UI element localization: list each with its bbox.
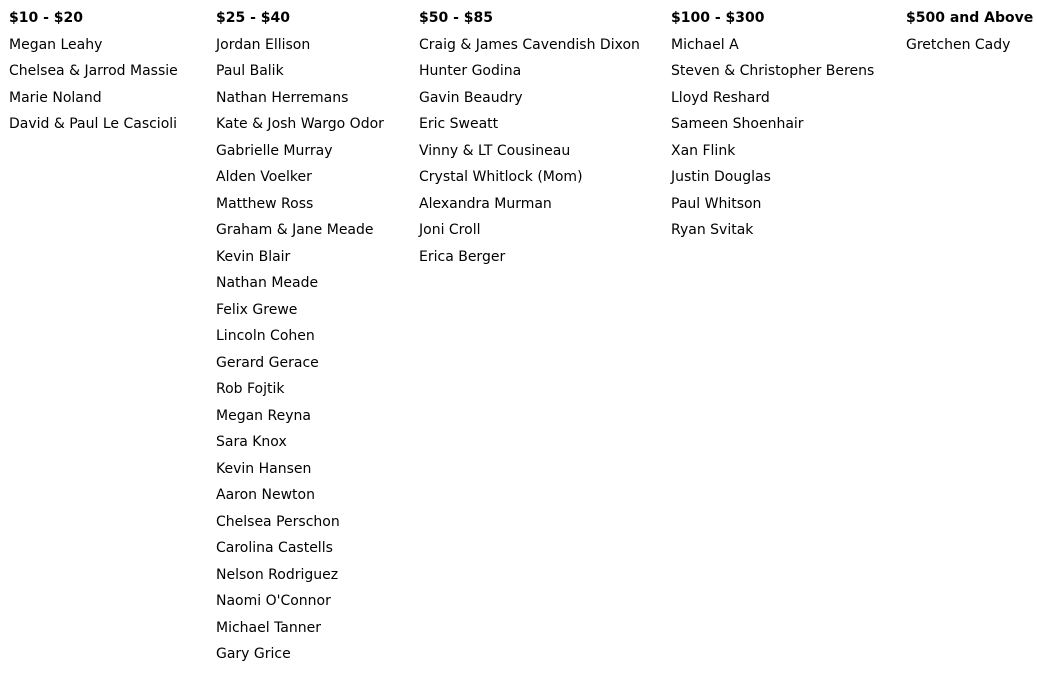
donor-name: Gary Grice	[216, 646, 291, 662]
donor-name: Michael A	[671, 36, 739, 53]
donor-name: Megan Leahy	[9, 36, 103, 53]
donor-name: Paul Balik	[216, 63, 284, 79]
donor-name: Megan Reyna	[216, 407, 311, 424]
column-heading: $10 - $20	[9, 10, 84, 26]
donor-name: Gretchen Cady	[906, 36, 1011, 53]
donor-list	[906, 32, 1033, 59]
donor-name: David & Paul Le Cascioli	[9, 116, 178, 132]
donor-name: Michael Tanner	[216, 619, 321, 636]
donor-name: Aaron Newton	[216, 487, 315, 503]
donor-name: Gerard Gerace	[216, 354, 319, 371]
donor-name: Felix Grewe	[216, 301, 298, 318]
column-heading: $25 - $40	[216, 10, 291, 26]
donor-name: Alden Voelker	[216, 169, 312, 185]
donor-name: Joni Croll	[419, 222, 481, 238]
donor-name: Carolina Castells	[216, 540, 333, 556]
donor-name: Erica Berger	[419, 248, 506, 265]
donor-name: Xan Flink	[671, 142, 736, 159]
column-heading: $100 - $300	[671, 10, 765, 26]
donor-name: Crystal Whitlock (Mom)	[419, 169, 583, 185]
donor-name: Hunter Godina	[419, 63, 522, 79]
donor-name: Kate & Josh Wargo Odor	[216, 116, 384, 132]
donor-list	[9, 32, 178, 138]
donor-name: Ryan Svitak	[671, 222, 754, 238]
donor-name: Paul Whitson	[671, 195, 762, 212]
donor-column-50-85	[419, 5, 640, 270]
donor-name: Gabrielle Murray	[216, 142, 333, 159]
column-heading: $500 and Above	[906, 10, 1034, 26]
donor-column-100-300	[671, 5, 874, 244]
donor-name: Sara Knox	[216, 434, 287, 450]
donor-name: Rob Fojtik	[216, 381, 285, 397]
donor-name: Marie Noland	[9, 89, 102, 106]
donor-list	[419, 32, 640, 271]
donor-name: Nathan Herremans	[216, 89, 349, 106]
column-heading: $50 - $85	[419, 10, 494, 26]
donor-name: Steven & Christopher Berens	[671, 63, 875, 79]
donor-column-25-40	[216, 5, 384, 668]
donor-name: Gavin Beaudry	[419, 89, 523, 106]
donor-name: Chelsea Perschon	[216, 513, 340, 530]
donor-name: Lloyd Reshard	[671, 89, 770, 106]
donor-list	[216, 32, 384, 668]
donor-name: Kevin Blair	[216, 248, 291, 265]
donor-name: Graham & Jane Meade	[216, 222, 374, 238]
donor-name: Nathan Meade	[216, 275, 319, 291]
donor-name: Vinny & LT Cousineau	[419, 142, 571, 159]
donor-list	[671, 32, 874, 244]
donor-name: Naomi O'Connor	[216, 593, 331, 609]
donor-name: Matthew Ross	[216, 195, 314, 212]
donor-name: Justin Douglas	[671, 169, 771, 185]
donor-name: Alexandra Murman	[419, 195, 552, 212]
donor-name: Eric Sweatt	[419, 116, 499, 132]
donor-name: Nelson Rodriguez	[216, 566, 339, 583]
donor-column-500-above	[906, 5, 1033, 58]
donor-name: Sameen Shoenhair	[671, 116, 804, 132]
donor-name: Jordan Ellison	[216, 36, 311, 53]
donor-column-10-20	[9, 5, 178, 138]
donor-name: Craig & James Cavendish Dixon	[419, 36, 640, 53]
donor-name: Kevin Hansen	[216, 460, 312, 477]
donor-name: Chelsea & Jarrod Massie	[9, 63, 178, 79]
donor-name: Lincoln Cohen	[216, 328, 315, 344]
